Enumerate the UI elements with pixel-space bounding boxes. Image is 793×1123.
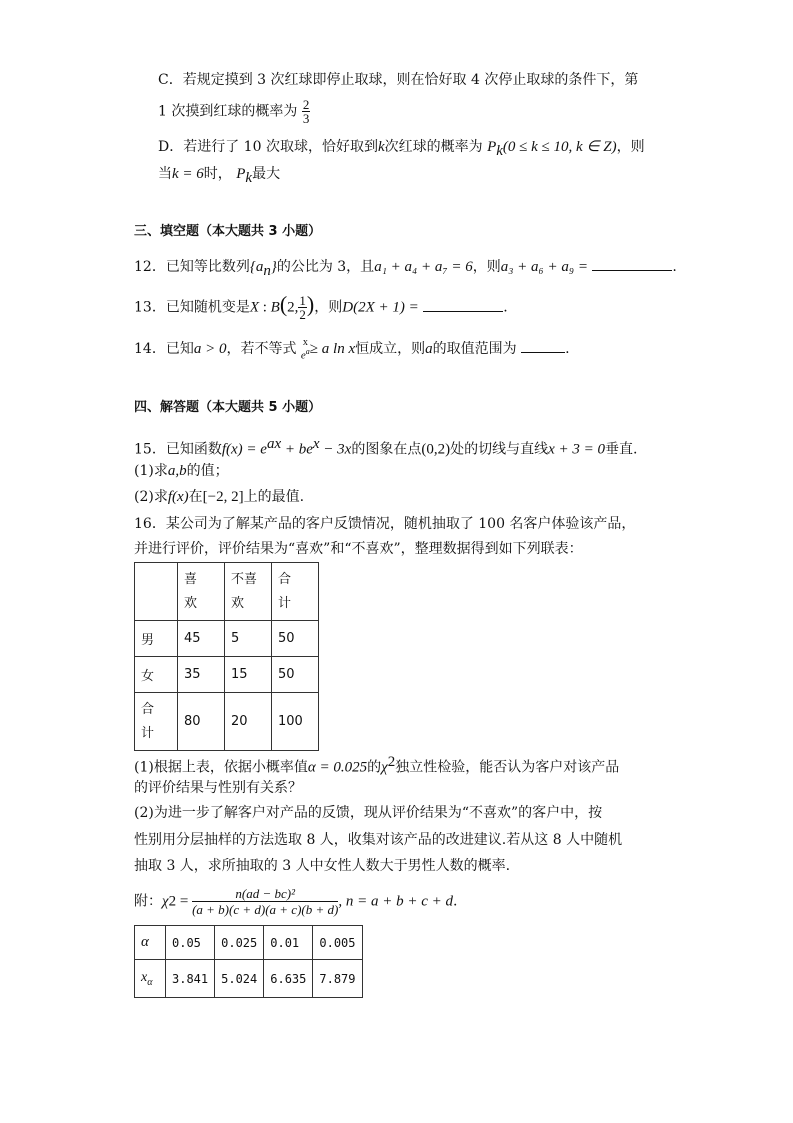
table-cell: 50 bbox=[272, 657, 319, 693]
question-16-line1: 16．某公司为了解某产品的客户反馈情况，随机抽取了 100 名客户体验该产品， bbox=[134, 516, 636, 532]
table-row bbox=[135, 563, 319, 621]
table-cell: 3.841 bbox=[166, 960, 215, 998]
table-cell bbox=[135, 563, 178, 621]
fraction-two-thirds: $\frac{2}{3}$ bbox=[302, 97, 310, 126]
question-16-line2: 并进行评价，评价结果为“喜欢”和“不喜欢”，整理数据得到如下列联表： bbox=[134, 541, 583, 557]
table-cell: 45 bbox=[178, 621, 225, 657]
table-cell: 20 bbox=[225, 693, 272, 751]
question-13: 13．已知随机变是X : B(2, $\frac{1}{2}$ )，则D(2X + 1) = . bbox=[134, 291, 508, 322]
answer-blank-13[interactable] bbox=[423, 311, 503, 312]
option-d-line2: 当k = 6时， $P_k$最大 bbox=[158, 166, 281, 186]
answer-blank-14[interactable] bbox=[521, 352, 565, 353]
chi-square-fraction: $\frac{\text{n(ad − bc)²}}{(a + b)(c + d)(a + c)(b + d)}$ bbox=[192, 886, 339, 917]
question-12: 12．已知等比数列$\{a_n\}$的公比为 3，且a₁ + a₄ + a₇ = 6，则a₃ + a₆ + a₉ = . bbox=[134, 259, 677, 279]
table-cell: 15 bbox=[225, 657, 272, 693]
section-three-title: 三、填空题（本大题共 3 小题） bbox=[134, 224, 322, 239]
contingency-table bbox=[134, 562, 319, 751]
table-cell: 100 bbox=[272, 693, 319, 751]
question-16-part-2-line3: 抽取 3 人，求所抽取的 3 人中女性人数大于男性人数的概率. bbox=[134, 858, 511, 874]
answer-blank-12[interactable] bbox=[592, 270, 672, 271]
table-cell: 5 bbox=[225, 621, 272, 657]
table-cell: 6.635 bbox=[264, 960, 313, 998]
table-row bbox=[135, 621, 319, 657]
table-cell: 男 bbox=[135, 621, 178, 657]
inequality-left-fraction: x $e^a$ bbox=[300, 337, 310, 362]
table-header-cell: 合 计 bbox=[272, 563, 319, 621]
question-15-part-1: (1)求a,b的值； bbox=[134, 463, 229, 479]
table-cell: 7.879 bbox=[313, 960, 362, 998]
critical-value-table bbox=[134, 925, 363, 998]
table-header-cell: 0.025 bbox=[215, 926, 264, 960]
question-16-part-2-line2: 性别用分层抽样的方法选取 8 人，收集对该产品的改进建议.若从这 8 人中随机 bbox=[134, 832, 623, 848]
table-cell: 女 bbox=[135, 657, 178, 693]
table-header-cell: 0.01 bbox=[264, 926, 313, 960]
question-15-part-2: (2)求f(x)在[−2, 2]上的最值. bbox=[134, 489, 305, 505]
section-four-title: 四、解答题（本大题共 5 小题） bbox=[134, 400, 322, 415]
question-14: 14．已知a > 0，若不等式 x $e^a$ ≥ a ln x恒成立，则a的取值范围为 . bbox=[134, 337, 570, 362]
table-header-cell: 喜 欢 bbox=[178, 563, 225, 621]
table-row bbox=[135, 693, 319, 751]
table-header-cell: 0.005 bbox=[313, 926, 362, 960]
option-c-line1: C．若规定摸到 3 次红球即停止取球，则在恰好取 4 次停止取球的条件下，第 bbox=[158, 72, 639, 88]
table-cell: 35 bbox=[178, 657, 225, 693]
table-row bbox=[135, 657, 319, 693]
question-16-part-1-line1: (1)根据上表，依据小概率值α = 0.025的$\chi^2$独立性检验，能否认为客户对该产品 bbox=[134, 754, 620, 776]
option-d-line1: D．若进行了 10 次取球，恰好取到k次红球的概率为 $P_k(0 \le k \le 10$, k ∈ Z)，则 bbox=[158, 139, 645, 159]
table-header-cell: 0.05 bbox=[166, 926, 215, 960]
table-header-cell: 不喜 欢 bbox=[225, 563, 272, 621]
appendix-formula: 附：χ2 = $\frac{\text{n(ad − bc)²}}{(a + b)(c + d)(a + c)(b + d)}$ , n = a + b + c + d. bbox=[134, 886, 458, 917]
table-header-cell: α bbox=[135, 926, 166, 960]
question-16-part-1-line2: 的评价结果与性别有关系？ bbox=[134, 780, 302, 796]
question-16-part-2-line1: (2)为进一步了解客户对产品的反馈，现从评价结果为“不喜欢”的客户中，按 bbox=[134, 805, 603, 821]
table-cell: $x_\alpha$ bbox=[135, 960, 166, 998]
table-cell: 5.024 bbox=[215, 960, 264, 998]
table-cell: 合 计 bbox=[135, 693, 178, 751]
table-row bbox=[135, 960, 363, 998]
fraction-one-half: $\frac{1}{2}$ bbox=[299, 293, 306, 322]
option-c-line2: 1 次摸到红球的概率为 $\frac{2}{3}$ bbox=[158, 97, 310, 126]
table-row bbox=[135, 926, 363, 960]
table-cell: 80 bbox=[178, 693, 225, 751]
table-cell: 50 bbox=[272, 621, 319, 657]
question-15: 15．已知函数$f(x) = e^{ax} + be^x - 3x$的图象在点(0,2)处的切线与直线x + 3 = 0垂直. bbox=[134, 436, 638, 458]
